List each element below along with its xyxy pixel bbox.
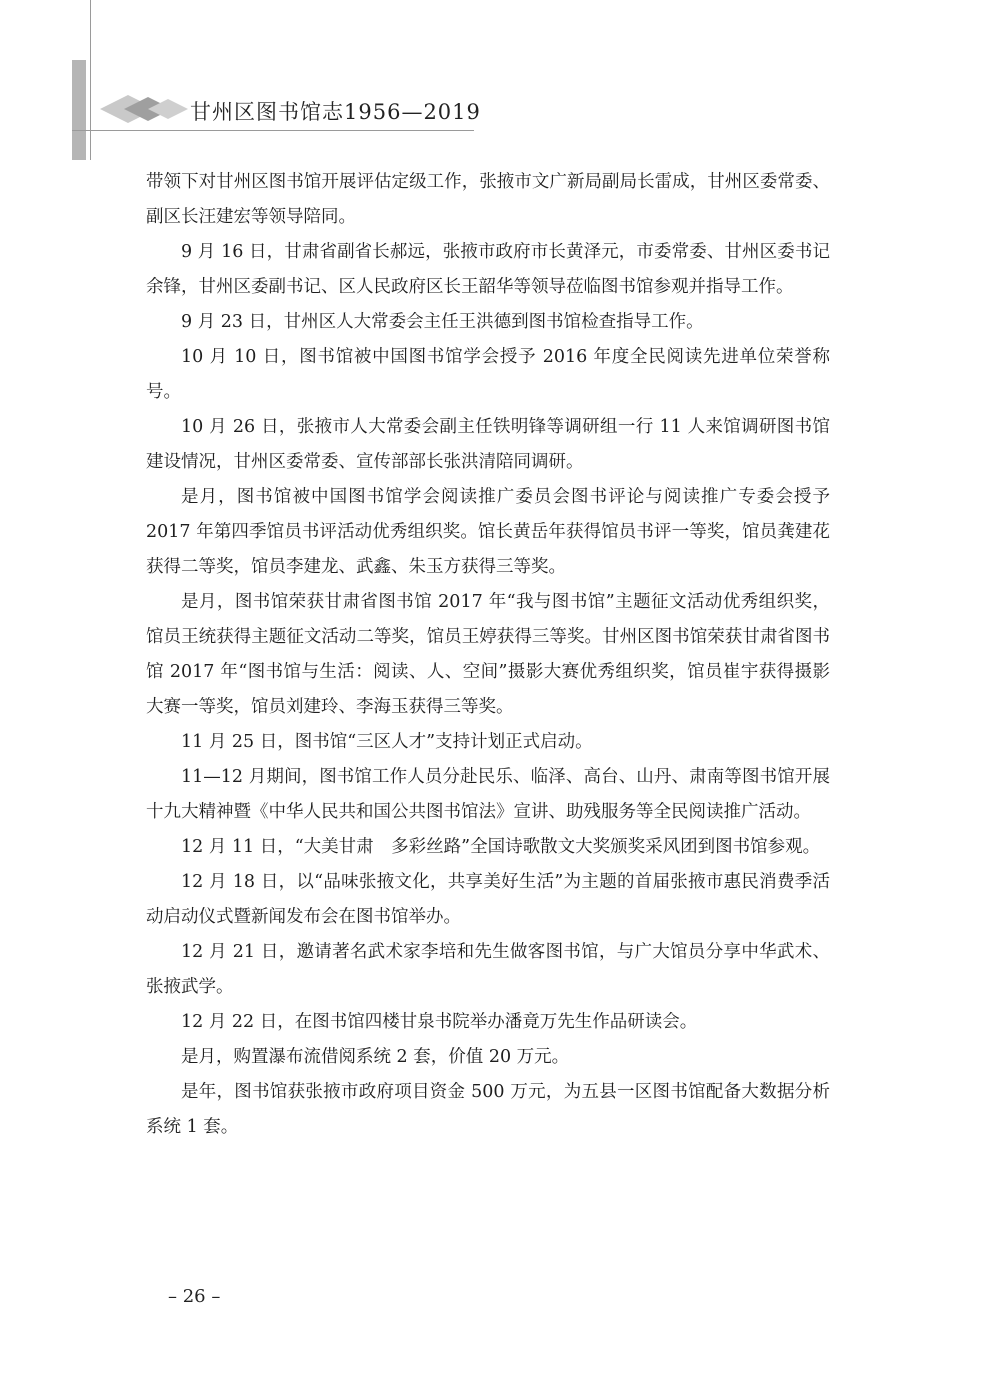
paragraph: 是月，图书馆被中国图书馆学会阅读推广委员会图书评论与阅读推广专委会授予 2017 年第四季馆员书评活动优秀组织奖。馆长黄岳年获得馆员书评一等奖，馆员龚建花获得二等奖，馆员李建龙、武鑫、朱玉方获得三等奖。 — [146, 487, 830, 577]
paragraph: 12 月 18 日，以“品味张掖文化，共享美好生活”为主题的首届张掖市惠民消费季活动启动仪式暨新闻发布会在图书馆举办。 — [146, 872, 830, 927]
paragraph: 10 月 10 日，图书馆被中国图书馆学会授予 2016 年度全民阅读先进单位荣誉称号。 — [146, 347, 830, 402]
paragraph: 11—12 月期间，图书馆工作人员分赴民乐、临泽、高台、山丹、肃南等图书馆开展十九大精神暨《中华人民共和国公共图书馆法》宣讲、助残服务等全民阅读推广活动。 — [146, 767, 830, 822]
paragraph: 是年，图书馆获张掖市政府项目资金 500 万元，为五县一区图书馆配备大数据分析系统 1 套。 — [146, 1082, 830, 1137]
paragraph: 11 月 25 日，图书馆“三区人才”支持计划正式启动。 — [181, 732, 593, 752]
page-number: – 26 – — [168, 1286, 221, 1307]
header-vertical-rule — [90, 0, 91, 160]
paragraph: 是月，购置瀑布流借阅系统 2 套，价值 20 万元。 — [181, 1047, 570, 1067]
paragraph: 12 月 22 日，在图书馆四楼甘泉书院举办潘竟万先生作品研读会。 — [181, 1012, 698, 1032]
body-text — [146, 165, 830, 1145]
header-horizontal-rule — [72, 130, 474, 131]
paragraph: 12 月 11 日，“大美甘肃 多彩丝路”全国诗歌散文大奖颁奖采风团到图书馆参观。 — [181, 837, 821, 857]
paragraph: 9 月 23 日，甘州区人大常委会主任王洪德到图书馆检查指导工作。 — [181, 312, 704, 332]
paragraph: 10 月 26 日，张掖市人大常委会副主任铁明锋等调研组一行 11 人来馆调研图书馆建设情况，甘州区委常委、宣传部部长张洪清陪同调研。 — [146, 417, 830, 472]
header-gray-bar — [72, 60, 86, 160]
paragraph: 12 月 21 日，邀请著名武术家李培和先生做客图书馆，与广大馆员分享中华武术、张掖武学。 — [146, 942, 830, 997]
paragraph: 带领下对甘州区图书馆开展评估定级工作，张掖市文广新局副局长雷成，甘州区委常委、副区长汪建宏等领导陪同。 — [146, 172, 830, 227]
running-header-title: 甘州区图书馆志1956—2019 — [190, 100, 481, 124]
paragraph: 9 月 16 日，甘肃省副省长郝远，张掖市政府市长黄泽元，市委常委、甘州区委书记余锋，甘州区委副书记、区人民政府区长王韶华等领导莅临图书馆参观并指导工作。 — [146, 242, 830, 297]
paragraph: 是月，图书馆荣获甘肃省图书馆 2017 年“我与图书馆”主题征文活动优秀组织奖，馆员王统获得主题征文活动二等奖，馆员王婷获得三等奖。甘州区图书馆荣获甘肃省图书馆 2017 年“图书馆与生活：阅读、人、空间”摄影大赛优秀组织奖，馆员崔宇获得摄影大赛一等奖，馆员刘建玲、李海玉获得三等奖。 — [146, 592, 830, 717]
header-diamond-ornament — [100, 92, 190, 126]
